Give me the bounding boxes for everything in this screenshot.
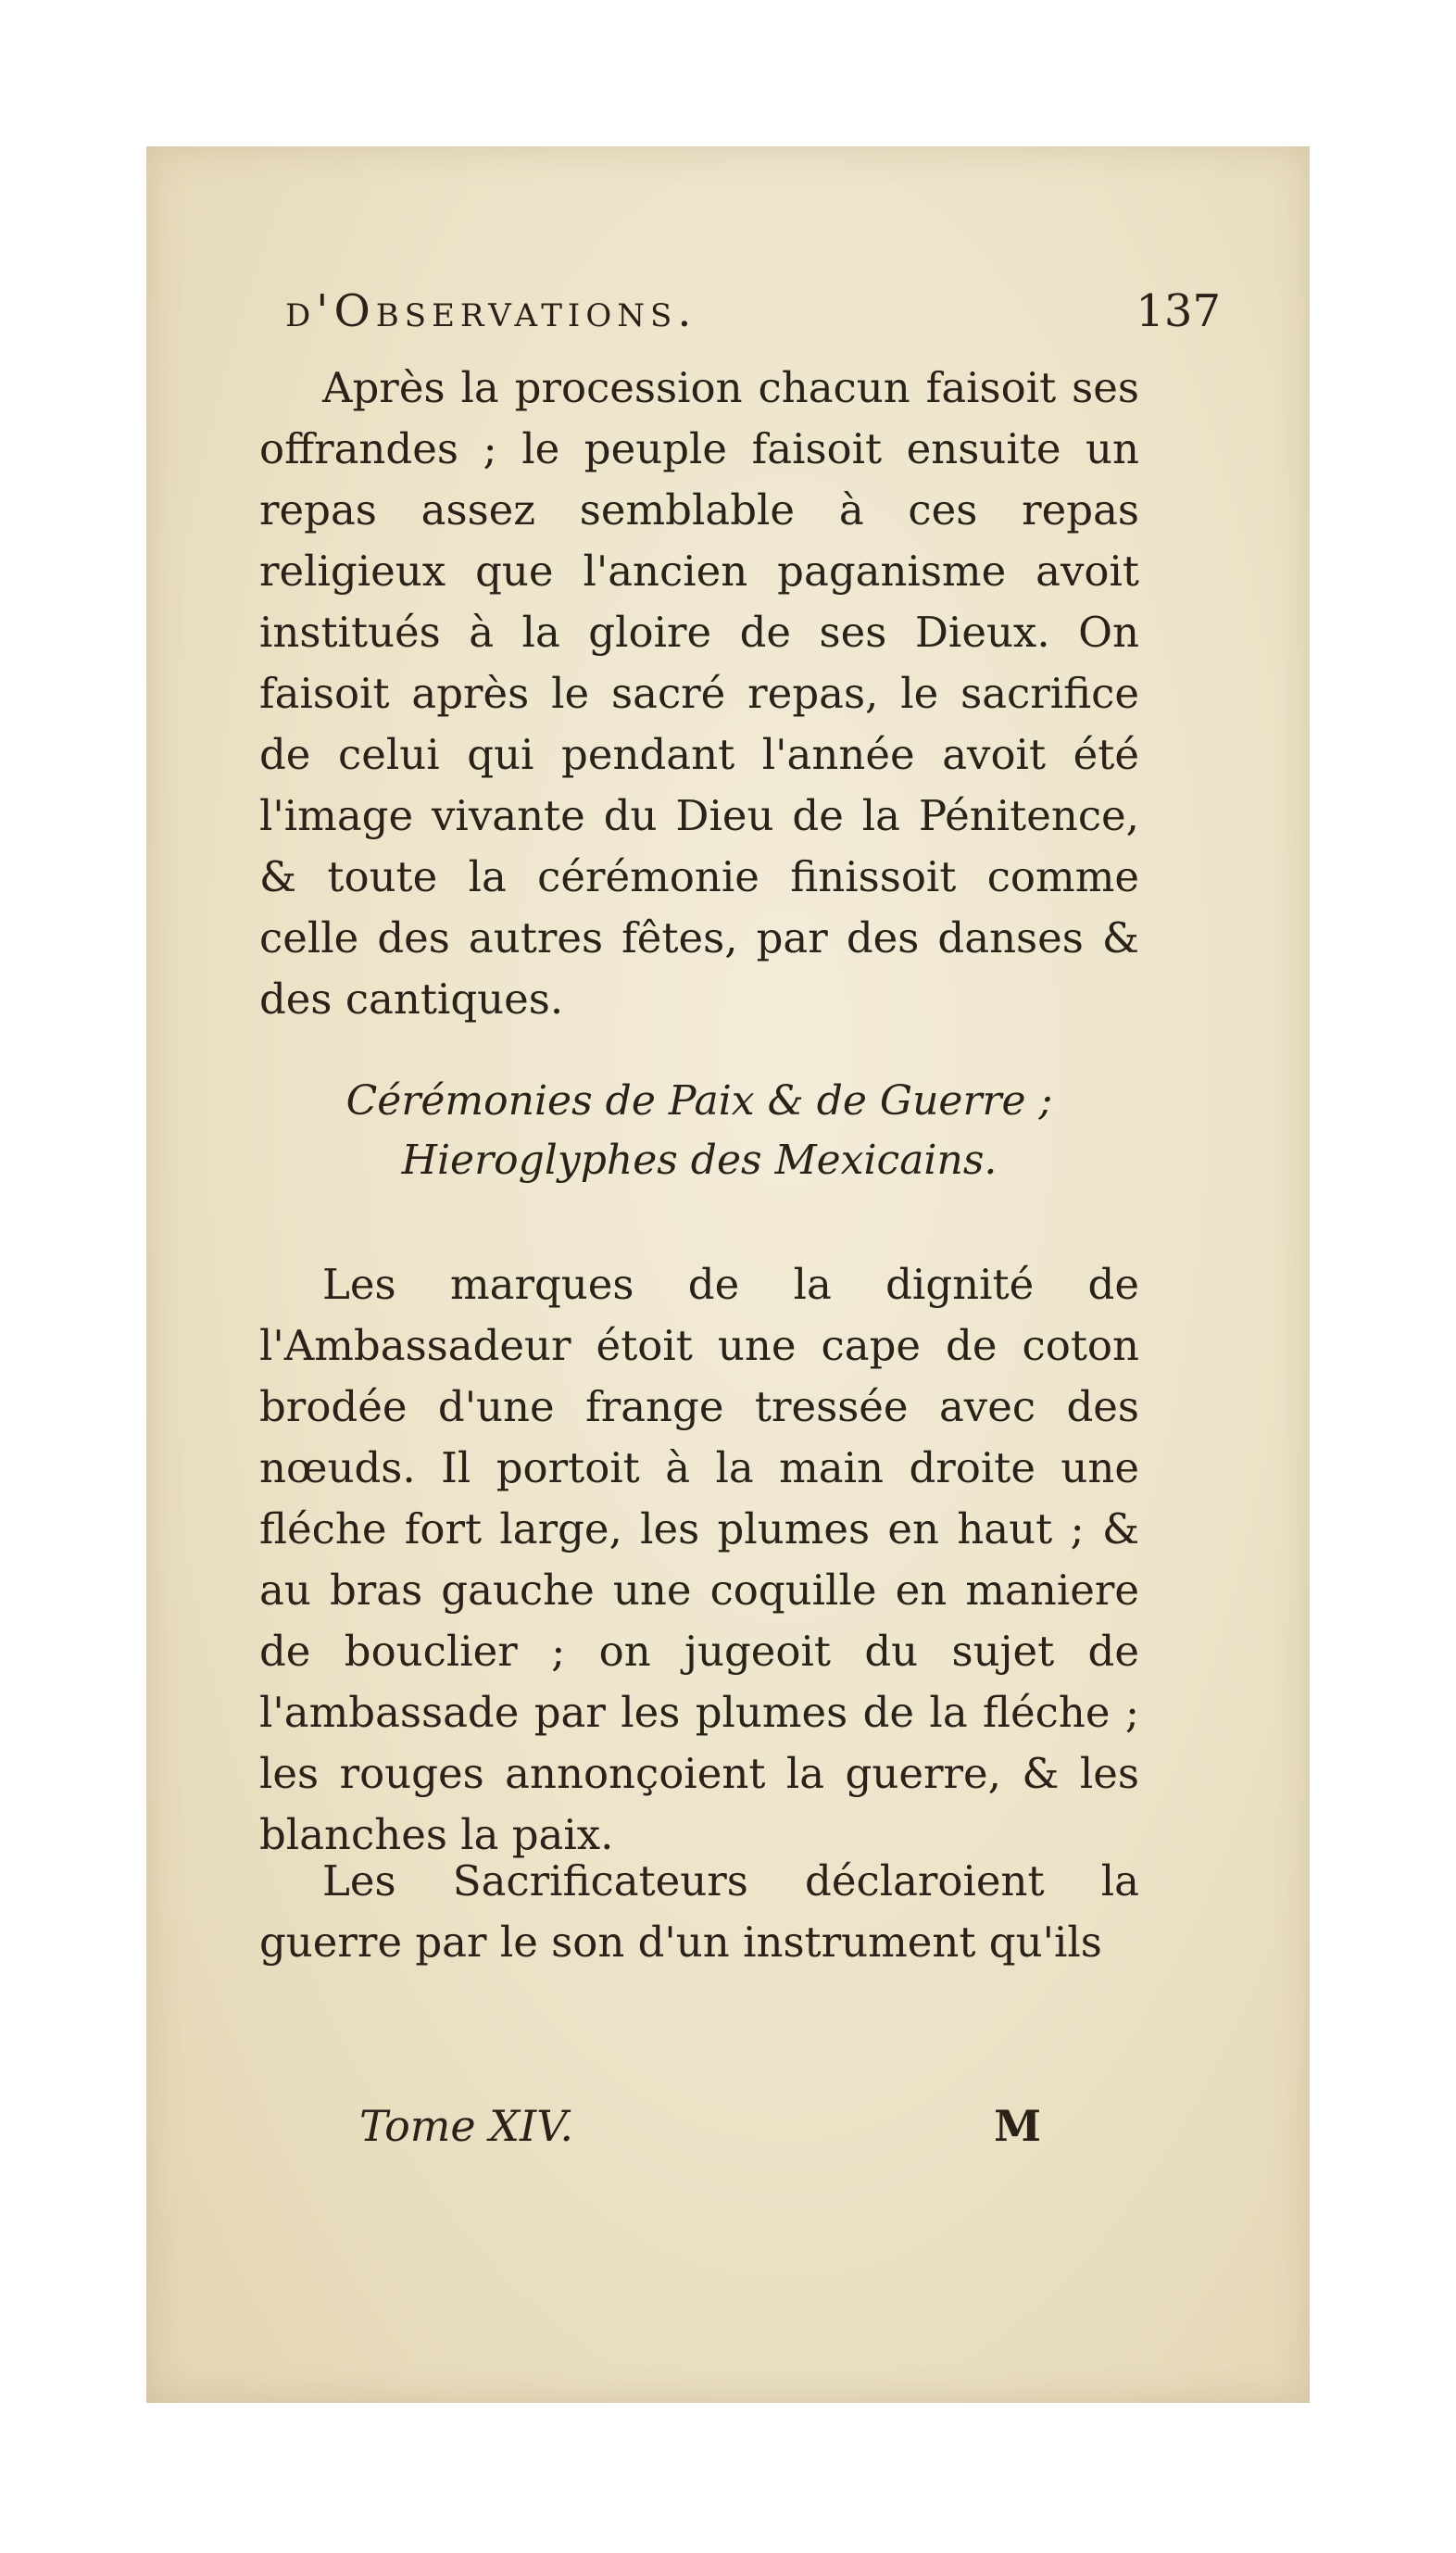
- section-heading-line-2: Hieroglyphes des Mexicains.: [401, 1137, 998, 1184]
- paragraph-sacrificers: Les Sacrificateurs déclaroient la guerre par le son d'un instrument qu'ils: [259, 1856, 1139, 1967]
- running-head: d'Observations.: [285, 285, 697, 337]
- paragraph-ambassador: Les marques de la dignité de l'Ambassadeur étoit une cape de coton brodée d'une frange tressée avec des nœuds. Il portoit à la main droite une fléche fort large, les plumes en haut ; & au bras gauche une coquille en maniere de bouclier ; on jugeoit du sujet de l'ambassade par les plumes de la fléche ; les rouges annonçoient la guerre, & les blanches la paix.: [259, 1260, 1139, 1859]
- paragraph-procession: Après la procession chacun faisoit ses offrandes ; le peuple faisoit ensuite un repas assez semblable à ces repas religieux que l'ancien paganisme avoit institués à la gloire de ses Dieux. On faisoit après le sacré repas, le sacrifice de celui qui pendant l'année avoit été l'image vivante du Dieu de la Pénitence, & toute la cérémonie finissoit comme celle des autres fêtes, par des danses & des cantiques.: [259, 363, 1139, 1024]
- signature-mark: M: [994, 2101, 1041, 2151]
- volume-signature: Tome XIV.: [359, 2101, 573, 2151]
- page-header: [248, 285, 1221, 350]
- book-page: [146, 146, 1310, 2403]
- section-heading-line-1: Cérémonies de Paix & de Guerre ;: [345, 1077, 1053, 1125]
- page-footer: [359, 2101, 1041, 2160]
- page-number: 137: [1136, 285, 1221, 337]
